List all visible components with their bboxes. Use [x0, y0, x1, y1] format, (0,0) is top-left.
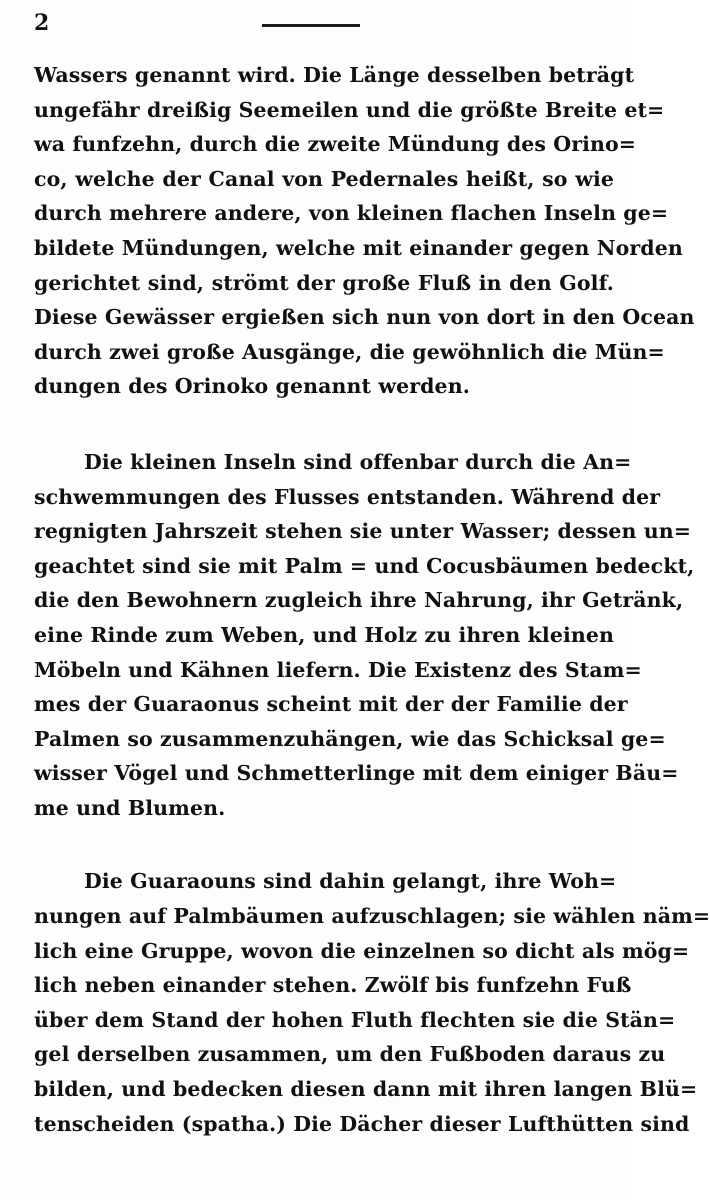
text-line: gerichtet sind, strömt der große Fluß in den Golf.	[34, 270, 614, 295]
text-line: geachtet sind sie mit Palm = und Cocusbäumen bedeckt,	[34, 553, 695, 578]
text-line: wisser Vögel und Schmetterlinge mit dem einiger Bäu=	[34, 761, 679, 786]
text-line: lich neben einander stehen. Zwölf bis funfzehn Fuß	[34, 973, 632, 998]
text-line: co, welche der Canal von Pedernales heißt, so wie	[34, 166, 614, 191]
text-line: durch zwei große Ausgänge, die gewöhnlich die Mün=	[34, 339, 665, 364]
page-text	[34, 58, 710, 1141]
text-line: me und Blumen.	[34, 795, 226, 820]
page-number: 2	[34, 10, 50, 36]
text-line: die den Bewohnern zugleich ihre Nahrung, ihr Getränk,	[34, 588, 684, 613]
text-line: lich eine Gruppe, wovon die einzelnen so dicht als mög=	[34, 938, 690, 963]
text-line: nungen auf Palmbäumen aufzuschlagen; sie wählen näm=	[34, 904, 710, 929]
text-line: wa funfzehn, durch die zweite Mündung des Orino=	[34, 132, 637, 157]
text-line: bildete Mündungen, welche mit einander gegen Norden	[34, 235, 683, 260]
paragraph-gap	[34, 825, 614, 864]
paragraph-gap	[34, 404, 614, 445]
text-line: Diese Gewässer ergießen sich nun von dort in den Ocean	[34, 305, 695, 330]
text-line: Die Guaraouns sind dahin gelangt, ihre Woh=	[84, 869, 617, 894]
text-line: durch mehrere andere, von kleinen flachen Inseln ge=	[34, 201, 669, 226]
text-line: regnigten Jahrszeit stehen sie unter Wasser; dessen un=	[34, 519, 692, 544]
text-line: über dem Stand der hohen Fluth flechten sie die Stän=	[34, 1007, 676, 1032]
text-line: gel derselben zusammen, um den Fußboden daraus zu	[34, 1042, 666, 1067]
text-line: eine Rinde zum Weben, und Holz zu ihren kleinen	[34, 622, 615, 647]
text-line: Wassers genannt wird. Die Länge desselben beträgt	[34, 63, 635, 87]
text-line: tenscheiden (spatha.) Die Dächer dieser Lufthütten sind	[34, 1111, 690, 1136]
text-line: dungen des Orinoko genannt werden.	[34, 374, 470, 399]
paragraph-3	[34, 864, 710, 1141]
text-line: bilden, und bedecken diesen dann mit ihren langen Blü=	[34, 1077, 698, 1102]
paragraph-1	[34, 58, 695, 404]
text-line: Die kleinen Inseln sind offenbar durch die An=	[84, 449, 632, 474]
text-line: Möbeln und Kähnen liefern. Die Existenz des Stam=	[34, 657, 642, 682]
text-line: Palmen so zusammenzuhängen, wie das Schicksal ge=	[34, 726, 666, 751]
paragraph-2	[34, 445, 695, 826]
text-line: schwemmungen des Flusses entstanden. Während der	[34, 484, 661, 509]
text-line: mes der Guaraonus scheint mit der der Familie der	[34, 692, 628, 717]
text-line: ungefähr dreißig Seemeilen und die größte Breite et=	[34, 97, 665, 122]
header-rule	[262, 24, 360, 27]
